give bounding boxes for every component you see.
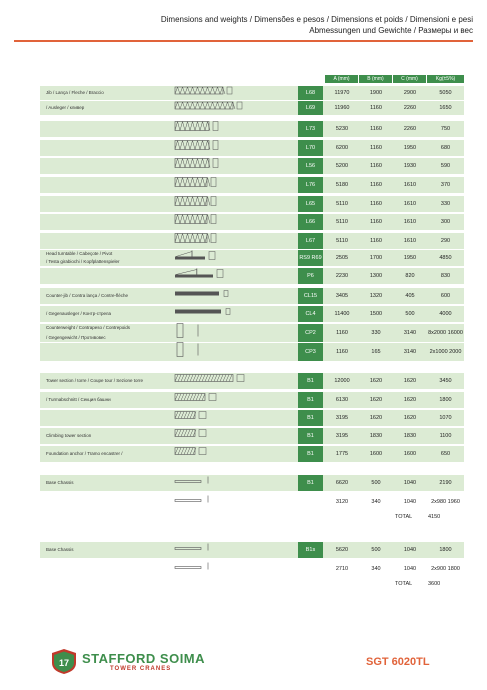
- cell-c: 1620: [403, 414, 417, 421]
- cell-a: 12000: [334, 377, 350, 384]
- total-label-2: TOTAL: [395, 581, 413, 587]
- cell-a: 11400: [334, 310, 350, 317]
- table-row: [40, 121, 464, 137]
- row-code: B1: [298, 392, 323, 408]
- row-code: B1: [298, 428, 323, 444]
- cell-b: 330: [371, 329, 381, 336]
- cell-kg: 4000: [439, 310, 452, 317]
- table-row: [40, 140, 464, 156]
- cell-a: 6130: [335, 396, 349, 403]
- cell-a: 5110: [336, 237, 348, 244]
- cell-kg: 4850: [439, 254, 452, 261]
- component-drawing: [174, 99, 248, 117]
- cell-c: 2260: [403, 104, 417, 111]
- cell-kg: 830: [440, 272, 451, 279]
- row-code: P6: [298, 268, 323, 284]
- component-drawing: [174, 427, 210, 446]
- cell-c: 3140: [403, 329, 417, 336]
- row-code: L67: [298, 233, 323, 249]
- cell-c: 2260: [403, 125, 417, 132]
- cell-a: 2710: [335, 565, 349, 572]
- cell-kg: 600: [440, 292, 451, 299]
- column-header-c: C (mm): [393, 75, 426, 83]
- cell-a: 3195: [335, 414, 349, 421]
- table-row: [40, 288, 464, 304]
- stafford-soima-logo-icon: [50, 647, 78, 675]
- total-value-2: 3600: [428, 581, 441, 587]
- component-drawing: [174, 139, 224, 158]
- cell-a: 5230: [335, 125, 349, 132]
- component-drawing: [174, 305, 236, 324]
- cell-c: 1040: [403, 479, 417, 486]
- cell-c: 1040: [403, 546, 417, 553]
- cell-b: 1160: [370, 181, 382, 188]
- cell-b: 1600: [369, 450, 383, 457]
- table-row: [40, 446, 464, 462]
- table-row: [40, 324, 464, 342]
- row-label: Head turntable / Cabeçote / Pivot: [46, 251, 113, 256]
- component-drawing: [174, 120, 224, 139]
- cell-kg: 2x900 1800: [431, 565, 460, 572]
- column-header-a: A (mm): [325, 75, 358, 83]
- row-code: L68: [298, 86, 323, 100]
- cell-kg: 5050: [439, 89, 452, 96]
- cell-a: 1160: [336, 348, 348, 355]
- row-label: Base Chassis: [46, 480, 74, 485]
- header-line-2: Abmessungen und Gewichte / Размеры и вес: [309, 26, 473, 35]
- cell-a: 5110: [336, 200, 348, 207]
- cell-b: 1500: [369, 310, 383, 317]
- cell-a: 6200: [335, 144, 349, 151]
- row-code: L73: [298, 121, 323, 137]
- row-code: CL4: [298, 306, 323, 322]
- cell-b: 1160: [370, 144, 382, 151]
- cell-b: 500: [371, 546, 381, 553]
- cell-a: 2230: [335, 272, 349, 279]
- cell-c: 1620: [403, 377, 417, 384]
- component-drawing: [174, 409, 210, 428]
- cell-kg: 1100: [439, 432, 452, 439]
- row-code: L69: [298, 101, 323, 115]
- cell-kg: 370: [440, 181, 451, 188]
- row-label: / Turmabschnitt / Секция башни: [46, 397, 111, 402]
- cell-kg: 1800: [439, 396, 452, 403]
- cell-c: 1610: [403, 200, 417, 207]
- cell-kg: 2x980 1960: [431, 498, 460, 505]
- cell-a: 3120: [335, 498, 349, 505]
- table-row: [40, 392, 464, 408]
- cell-kg: 300: [440, 218, 451, 225]
- cell-a: 1775: [335, 450, 349, 457]
- row-label: Climbing tower section: [46, 433, 92, 438]
- row-code: CP2: [298, 324, 323, 342]
- page-header: [0, 14, 473, 36]
- cell-kg: 590: [440, 162, 451, 169]
- cell-a: 3405: [335, 292, 349, 299]
- cell-a: 5110: [336, 218, 348, 225]
- table-row: [40, 268, 464, 284]
- cell-b: 1320: [369, 292, 383, 299]
- cell-c: 1610: [403, 181, 417, 188]
- cell-b: 165: [371, 348, 381, 355]
- table-row: [40, 177, 464, 193]
- cell-c: 500: [405, 310, 415, 317]
- table-row: [40, 542, 464, 558]
- cell-kg: 1800: [439, 546, 452, 553]
- header-line-1: Dimensions and weights / Dimensões e pesos / Dimensions et poids / Dimensioni e pesi: [160, 15, 473, 24]
- component-drawing: [174, 157, 224, 176]
- brand-subtitle: TOWER CRANES: [110, 666, 172, 672]
- component-drawing: [174, 287, 234, 306]
- row-code: L65: [298, 196, 323, 212]
- row-code: B1s: [298, 542, 323, 558]
- cell-c: 1600: [403, 450, 417, 457]
- cell-b: 1160: [370, 125, 382, 132]
- component-drawing: [174, 391, 220, 410]
- cell-b: 1160: [370, 104, 382, 111]
- component-drawing: [174, 490, 216, 515]
- row-code: B1: [298, 410, 323, 426]
- cell-a: 5180: [335, 181, 349, 188]
- cell-c: 1610: [403, 237, 417, 244]
- row-label: Tower section / torre / Coupe tour / Sezione torre: [46, 378, 144, 383]
- total-label-1: TOTAL: [395, 514, 413, 520]
- table-row: [40, 158, 464, 174]
- cell-b: 1620: [369, 396, 383, 403]
- cell-b: 1620: [369, 377, 383, 384]
- cell-a: 11960: [334, 104, 350, 111]
- cell-b: 500: [371, 479, 381, 486]
- cell-kg: 1650: [439, 104, 452, 111]
- table-row: [40, 196, 464, 212]
- cell-kg: 650: [440, 450, 451, 457]
- cell-b: 340: [371, 498, 381, 505]
- row-code: L70: [298, 140, 323, 156]
- cell-b: 1160: [370, 218, 382, 225]
- total-value-1: 4150: [428, 514, 441, 520]
- cell-kg: 2x1000 2000: [429, 348, 462, 355]
- component-drawing: [174, 213, 222, 232]
- table-row: [40, 306, 464, 322]
- row-code: L56: [298, 158, 323, 174]
- cell-kg: 8x2000 16000: [428, 329, 463, 336]
- cell-b: 1620: [369, 414, 383, 421]
- row-code: B1: [298, 446, 323, 462]
- cell-kg: 3450: [439, 377, 452, 384]
- row-label-secondary: / Testa girabiochi / Kopfplattenspieler: [46, 259, 120, 264]
- component-drawing: [174, 323, 206, 344]
- row-label: / Ausleger / кливер: [46, 105, 85, 110]
- row-code: RS9 R69: [298, 250, 323, 266]
- row-label: / Gegenausleger / Контр-стрела: [46, 311, 111, 316]
- table-row: [40, 250, 464, 266]
- cell-kg: 330: [440, 200, 451, 207]
- cell-b: 1160: [370, 237, 382, 244]
- component-drawing: [174, 267, 228, 286]
- cell-a: 5620: [335, 546, 349, 553]
- cell-b: 1160: [370, 162, 382, 169]
- component-drawing: [174, 176, 222, 195]
- cell-b: 1830: [369, 432, 383, 439]
- model-name: SGT 6020TL: [366, 656, 430, 668]
- cell-b: 340: [371, 565, 381, 572]
- row-label: Foundation anchor / Tramo encastrer /: [46, 451, 123, 456]
- cell-b: 1900: [369, 89, 383, 96]
- table-row: [40, 86, 464, 100]
- component-drawing: [174, 372, 248, 391]
- table-row: [40, 214, 464, 230]
- table-row: [40, 428, 464, 444]
- cell-a: 1160: [336, 329, 348, 336]
- cell-kg: 750: [440, 125, 451, 132]
- cell-c: 405: [405, 292, 415, 299]
- cell-c: 3140: [403, 348, 417, 355]
- cell-c: 1950: [403, 254, 417, 261]
- table-row: [40, 410, 464, 426]
- table-row: [40, 101, 464, 115]
- table-row: [40, 491, 464, 513]
- cell-c: 1830: [403, 432, 417, 439]
- component-drawing: [174, 342, 206, 363]
- row-code: B1: [298, 373, 323, 389]
- cell-a: 11970: [334, 89, 350, 96]
- row-code: L76: [298, 177, 323, 193]
- component-drawing: [174, 249, 220, 268]
- component-drawing: [174, 557, 216, 582]
- row-code: CP3: [298, 343, 323, 361]
- cell-kg: 1070: [439, 414, 452, 421]
- header-rule: [14, 40, 473, 42]
- row-label: Counter-jib / Contra lança / Contre-flèche: [46, 293, 129, 298]
- column-header-kg: Kg(±5%): [427, 75, 464, 83]
- component-drawing: [174, 445, 210, 464]
- column-header-b: B (mm): [359, 75, 392, 83]
- logo-badge-number: 17: [58, 658, 70, 668]
- cell-a: 5200: [335, 162, 349, 169]
- table-row: [40, 233, 464, 249]
- cell-c: 820: [405, 272, 415, 279]
- cell-a: 2505: [335, 254, 349, 261]
- cell-c: 1930: [403, 162, 417, 169]
- cell-c: 1040: [403, 498, 417, 505]
- cell-c: 1950: [403, 144, 417, 151]
- table-row: [40, 343, 464, 361]
- row-label: Jib / Lança / Fleche / Braccio: [46, 90, 104, 95]
- cell-kg: 2190: [439, 479, 452, 486]
- cell-c: 1620: [403, 396, 417, 403]
- row-label: Counterweight / Contrapeso / Contrepoids: [46, 325, 131, 330]
- row-code: L66: [298, 214, 323, 230]
- table-row: [40, 558, 464, 580]
- row-code: B1: [298, 475, 323, 491]
- row-label: Base Chassis: [46, 547, 74, 552]
- cell-b: 1160: [370, 200, 382, 207]
- cell-a: 3195: [335, 432, 349, 439]
- brand-name: STAFFORD SOIMA: [82, 651, 206, 666]
- table-row: [40, 373, 464, 389]
- cell-b: 1300: [369, 272, 383, 279]
- cell-c: 2900: [403, 89, 417, 96]
- cell-a: 6620: [335, 479, 349, 486]
- cell-c: 1610: [403, 218, 417, 225]
- row-code: CL15: [298, 288, 323, 304]
- cell-b: 1700: [369, 254, 383, 261]
- cell-kg: 680: [440, 144, 451, 151]
- table-row: [40, 475, 464, 491]
- cell-c: 1040: [403, 565, 417, 572]
- component-drawing: [174, 195, 222, 214]
- cell-kg: 290: [440, 237, 451, 244]
- row-label-secondary: / Gegengewicht / Противовес: [46, 335, 106, 340]
